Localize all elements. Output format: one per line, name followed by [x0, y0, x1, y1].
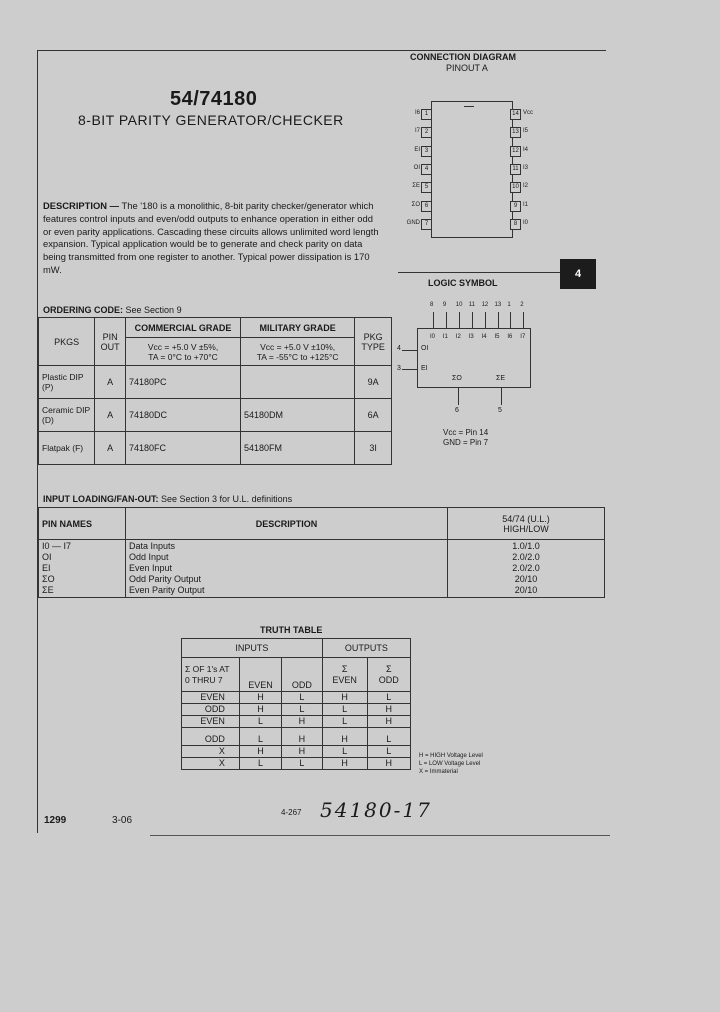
col-pin-names: PIN NAMES: [39, 508, 126, 540]
gnd-note: GND = Pin 7: [443, 438, 489, 447]
logic-top-pin-number: 8: [430, 302, 434, 308]
logic-top-pin-line: [459, 312, 460, 328]
right-pin-label: I1: [523, 201, 529, 208]
footer-left-number: 1299: [44, 815, 67, 826]
logic-top-pin-number: 13: [494, 302, 502, 308]
tt-cell: H: [322, 692, 367, 704]
right-pin-label: I2: [523, 183, 529, 190]
ordering-mil: 54180FM: [241, 432, 355, 465]
tt-col-sodd: [367, 658, 410, 692]
ordering-pkg: Plastic DIP (P): [39, 366, 95, 399]
right-pin-number: 12: [510, 146, 521, 157]
tt-cell: L: [367, 728, 410, 746]
logic-input-label: I1: [442, 334, 448, 340]
logic-ei-line: [402, 369, 417, 370]
tt-cell: H: [282, 746, 323, 758]
col-commercial: COMMERCIAL GRADE: [126, 318, 241, 338]
tt-cell: L: [322, 716, 367, 728]
ordering-mil: [241, 366, 355, 399]
ordering-type: 3I: [355, 432, 392, 465]
logic-input-label: I3: [468, 334, 474, 340]
tt-cell: L: [282, 758, 323, 770]
tt-cell: L: [322, 704, 367, 716]
right-pin-label: I3: [523, 164, 529, 171]
ordering-row: [39, 399, 392, 432]
ordering-table: [38, 317, 392, 465]
loading-ul: 1.0/1.0: [512, 541, 540, 551]
tt-cell: X: [182, 758, 240, 770]
ordering-out: A: [95, 432, 126, 465]
tt-cell: ODD: [182, 704, 240, 716]
ordering-note: See Section 9: [125, 305, 182, 315]
loading-desc: Even Parity Output: [129, 585, 205, 595]
ordering-row: [39, 366, 392, 399]
col-pin: PIN: [102, 331, 118, 342]
col-type: TYPE: [361, 341, 385, 352]
tt-row: [182, 692, 411, 704]
left-pin-number: 4: [421, 164, 432, 175]
tt-col-even: EVEN: [239, 658, 281, 692]
col-ul-1: 54/74 (U.L.): [502, 513, 550, 524]
left-pin-number: 6: [421, 201, 432, 212]
section-divider: [398, 272, 560, 273]
tt-col-seven: [322, 658, 367, 692]
logic-top-pin-number: 1: [507, 302, 511, 308]
col-ul: [448, 508, 605, 540]
logic-top-pin-line: [498, 312, 499, 328]
tt-cell: L: [367, 692, 410, 704]
tt-cell: H: [239, 746, 281, 758]
logic-ei-label: EI: [421, 365, 428, 372]
logic-oi-line: [402, 350, 417, 351]
logic-top-pin-line: [446, 312, 447, 328]
right-pin-number: 8: [510, 219, 521, 230]
ordering-rows: [39, 366, 392, 465]
loading-pin: OI: [42, 552, 52, 562]
ordering-pkg: Ceramic DIP (D): [39, 399, 95, 432]
col-out: OUT: [100, 341, 120, 352]
connection-diagram-subtitle: PINOUT A: [446, 63, 488, 73]
logic-top-pin-number: 2: [520, 302, 524, 308]
section-tab: 4: [560, 259, 596, 289]
com-vcc: Vcc = +5.0 V ±5%,: [147, 341, 219, 352]
loading-ul: 2.0/2.0: [512, 552, 540, 562]
tt-cell: X: [182, 746, 240, 758]
tt-outputs-header: OUTPUTS: [322, 639, 410, 658]
footer-left-code: 3-06: [112, 815, 133, 826]
tt-col-odd: ODD: [282, 658, 323, 692]
mil-ta: TA = -55°C to +125°C: [256, 351, 339, 362]
truth-table-rows: [182, 692, 411, 770]
tt-row: [182, 704, 411, 716]
ul-cell: [448, 540, 605, 598]
ordering-out: A: [95, 366, 126, 399]
tt-cell: H: [322, 758, 367, 770]
logic-input-label: I5: [494, 334, 500, 340]
tt-cell: H: [282, 728, 323, 746]
tt-col-sum-2: 0 THRU 7: [185, 674, 223, 685]
tt-cell: H: [239, 692, 281, 704]
ordering-com: 74180PC: [126, 366, 241, 399]
logic-top-pin-number: 9: [442, 302, 447, 308]
loading-pin: ΣE: [42, 585, 54, 595]
military-conditions: [241, 338, 355, 366]
tt-row: [182, 758, 411, 770]
tt-cell: ODD: [182, 728, 240, 746]
tt-cell: L: [282, 704, 323, 716]
left-pin-label: I7: [414, 128, 420, 135]
col-pkg: PKG: [363, 331, 383, 342]
truth-table-title: TRUTH TABLE: [260, 625, 323, 635]
col-ul-2: HIGH/LOW: [503, 523, 549, 534]
logic-top-pin-number: 11: [468, 302, 475, 308]
col-military: MILITARY GRADE: [241, 318, 355, 338]
part-subtitle: 8-BIT PARITY GENERATOR/CHECKER: [78, 112, 344, 128]
ordering-com: 74180DC: [126, 399, 241, 432]
ordering-label: ORDERING CODE:: [43, 305, 124, 315]
left-pin-number: 2: [421, 127, 432, 138]
tt-cell: H: [239, 704, 281, 716]
logic-input-label: I0: [430, 334, 436, 340]
loading-pin: I0 — I7: [42, 541, 72, 551]
tt-row: [182, 728, 411, 746]
left-pin-label: ΣE: [412, 183, 420, 190]
handwritten-note: 54180-17: [320, 798, 432, 822]
logic-top-pin-line: [485, 312, 486, 328]
logic-se-label: ΣE: [496, 375, 505, 382]
left-pin-number: 3: [421, 146, 432, 157]
ordering-pkg: Flatpak (F): [39, 432, 95, 465]
loading-note: See Section 3 for U.L. definitions: [161, 494, 293, 504]
tt-cell: L: [239, 716, 281, 728]
loading-label: INPUT LOADING/FAN-OUT:: [43, 494, 159, 504]
com-ta: TA = 0°C to +70°C: [148, 351, 218, 362]
right-pin-number: 10: [510, 182, 521, 193]
descriptions-cell: [126, 540, 448, 598]
right-pin-number: 14: [510, 109, 521, 120]
tt-cell: H: [367, 716, 410, 728]
right-pin-number: 11: [510, 164, 521, 175]
tt-cell: H: [322, 728, 367, 746]
logic-se-pin: 5: [498, 407, 502, 414]
tt-cell: EVEN: [182, 716, 240, 728]
col-pkg-type: [355, 318, 392, 366]
col-description: DESCRIPTION: [126, 508, 448, 540]
ordering-type: 9A: [355, 366, 392, 399]
ordering-out: A: [95, 399, 126, 432]
loading-pin: ΣO: [42, 574, 55, 584]
tt-cell: L: [282, 692, 323, 704]
left-pin-label: ΣO: [411, 201, 420, 208]
left-pin-label: GND: [406, 219, 420, 226]
logic-box: [417, 328, 531, 388]
loading-table: [38, 507, 605, 598]
footer-page: 4-267: [281, 808, 302, 817]
loading-ul: 20/10: [514, 574, 538, 584]
logic-so-pin: 6: [455, 407, 459, 414]
tt-inputs-header: INPUTS: [182, 639, 323, 658]
footer-rule: [150, 835, 610, 836]
loading-desc: Odd Input: [129, 552, 169, 562]
logic-top-pin-line: [523, 312, 524, 328]
col-pin-out: [95, 318, 126, 366]
ordering-com: 74180FC: [126, 432, 241, 465]
ordering-heading: [43, 305, 182, 315]
logic-ei-pin: 3: [397, 365, 401, 372]
tt-sig-even: Σ: [341, 663, 348, 674]
logic-so-label: ΣO: [452, 375, 462, 382]
legend-line: X = Immaterial: [419, 769, 458, 775]
logic-input-label: I6: [507, 334, 513, 340]
left-pin-label: OI: [413, 164, 420, 171]
loading-desc: Odd Parity Output: [129, 574, 202, 584]
tt-odd-label: ODD: [378, 674, 399, 685]
logic-input-label: I7: [520, 334, 526, 340]
truth-table: [181, 638, 411, 770]
tt-cell: L: [322, 746, 367, 758]
description: [43, 200, 383, 277]
right-pin-label: Vcc: [523, 110, 534, 116]
logic-oi-pin: 4: [397, 345, 401, 352]
loading-ul: 20/10: [514, 585, 538, 595]
logic-top-pin-number: 12: [481, 302, 489, 308]
tt-row: [182, 746, 411, 758]
tt-cell: H: [367, 758, 410, 770]
tt-cell: H: [367, 704, 410, 716]
tt-cell: L: [239, 758, 281, 770]
legend-line: H = HIGH Voltage Level: [419, 753, 483, 759]
tt-cell: L: [367, 746, 410, 758]
right-pin-number: 9: [510, 201, 521, 212]
tt-row: [182, 716, 411, 728]
commercial-conditions: [126, 338, 241, 366]
right-pin-label: I5: [523, 128, 529, 135]
chip-outline: [431, 101, 513, 238]
chip-notch: [464, 106, 474, 107]
logic-input-label: I4: [481, 334, 487, 340]
connection-diagram-title: CONNECTION DIAGRAM: [410, 52, 516, 62]
left-pin-number: 1: [421, 109, 432, 120]
tt-col-sum-1: Σ OF 1's AT: [185, 663, 230, 674]
mil-vcc: Vcc = +5.0 V ±10%,: [260, 341, 336, 352]
logic-top-pin-line: [510, 312, 511, 328]
tt-col-sum: [182, 658, 240, 692]
loading-ul: 2.0/2.0: [512, 563, 540, 573]
loading-pin: EI: [42, 563, 51, 573]
tt-even-label: EVEN: [332, 674, 357, 685]
pin-names-cell: [39, 540, 126, 598]
loading-desc: Even Input: [129, 563, 173, 573]
loading-heading: [43, 494, 292, 504]
vcc-note: Vcc = Pin 14: [443, 428, 489, 437]
logic-top-pin-number: 10: [455, 302, 463, 308]
left-pin-number: 7: [421, 219, 432, 230]
left-pin-label: EI: [414, 146, 420, 153]
tt-cell: H: [282, 716, 323, 728]
logic-top-pin-line: [472, 312, 473, 328]
left-pin-label: I6: [414, 110, 420, 116]
tt-cell: EVEN: [182, 692, 240, 704]
part-number: 54/74180: [170, 88, 258, 110]
tt-sig-odd: Σ: [385, 663, 392, 674]
tt-cell: L: [239, 728, 281, 746]
logic-se-line: [501, 387, 502, 405]
description-label: DESCRIPTION —: [43, 200, 120, 211]
ordering-row: [39, 432, 392, 465]
ordering-type: 6A: [355, 399, 392, 432]
logic-so-line: [458, 387, 459, 405]
right-pin-label: I0: [523, 219, 529, 226]
loading-desc: Data Inputs: [129, 541, 176, 551]
legend-line: L = LOW Voltage Level: [419, 761, 481, 767]
left-pin-number: 5: [421, 182, 432, 193]
logic-top-pin-line: [433, 312, 434, 328]
ordering-mil: 54180DM: [241, 399, 355, 432]
truth-legend: [419, 752, 483, 776]
right-pin-number: 13: [510, 127, 521, 138]
col-pkgs: PKGS: [39, 318, 95, 366]
logic-input-label: I2: [455, 334, 461, 340]
right-pin-label: I4: [523, 146, 529, 153]
logic-symbol-title: LOGIC SYMBOL: [428, 278, 498, 288]
logic-oi-label: OI: [421, 345, 429, 352]
description-text: The '180 is a monolithic, 8-bit parity checker/generator which features control inputs and even/odd outputs to enhance operation in either odd or even parity applications. Cascading these circuits allows unlimited word length expansion. Typical application would be to generate and check parity on data being transmitted from one register to another. Typical power dissipation is 170 mW.: [43, 200, 379, 275]
